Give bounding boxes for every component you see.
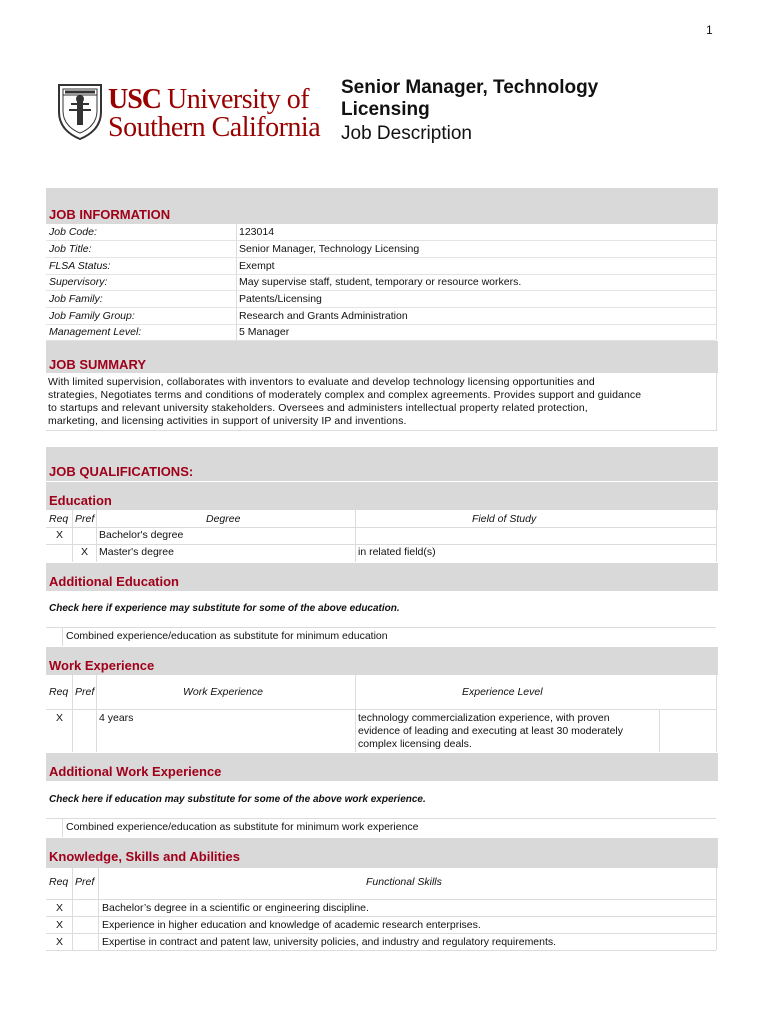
education-col-field: Field of Study [472, 513, 537, 525]
divider [46, 933, 716, 934]
education-col-degree: Degree [206, 513, 241, 525]
column-divider [98, 868, 99, 950]
education-pref-mark: X [81, 546, 89, 558]
ksa-skill: Bachelor’s degree in a scientific or engineering discipline. [102, 902, 369, 914]
education-header-bar [46, 482, 718, 510]
divider [46, 430, 716, 431]
work-level-text [358, 712, 623, 751]
education-req-mark: X [56, 529, 64, 541]
work-substitute-check-text: Check here if education may substitute for some of the above work experience. [49, 794, 426, 805]
education-field: in related field(s) [358, 546, 436, 558]
job-info-label: Supervisory: [49, 276, 108, 288]
divider [46, 950, 716, 951]
ksa-skill: Expertise in contract and patent law, university policies, and industry and regulatory requirements. [102, 936, 557, 948]
work-substitute-option[interactable]: Combined experience/education as substitute for minimum work experience [66, 821, 419, 833]
job-info-value: Research and Grants Administration [239, 310, 408, 322]
job-info-row [46, 291, 716, 308]
job-info-value: 5 Manager [239, 326, 290, 338]
job-info-label: Job Title: [49, 243, 92, 255]
ksa-heading: Knowledge, Skills and Abilities [49, 849, 240, 864]
job-info-label: Job Family: [49, 293, 103, 305]
job-info-row [46, 258, 716, 275]
job-info-row [46, 308, 716, 325]
additional-work-experience-heading: Additional Work Experience [49, 764, 222, 779]
divider [46, 916, 716, 917]
job-info-label: Job Family Group: [49, 310, 135, 322]
column-divider [716, 510, 717, 562]
ksa-req-mark: X [56, 902, 64, 914]
job-info-value: May supervise staff, student, temporary or resource workers. [239, 276, 522, 288]
document-subtitle: Job Description [341, 123, 472, 144]
column-divider [96, 675, 97, 752]
ksa-col-req: Req [49, 876, 69, 888]
checkbox-cell-divider [62, 818, 63, 837]
work-col-req: Req [49, 686, 69, 698]
additional-education-heading: Additional Education [49, 574, 179, 589]
checkbox-cell-divider [62, 627, 63, 646]
job-info-value: 123014 [239, 226, 275, 238]
work-req-mark: X [56, 712, 64, 724]
ksa-col-skills: Functional Skills [366, 876, 442, 888]
job-info-label: FLSA Status: [49, 260, 111, 272]
ksa-req-mark: X [56, 919, 64, 931]
divider [46, 899, 716, 900]
work-level-line: complex licensing deals. [358, 738, 472, 750]
job-info-row [46, 224, 716, 241]
education-col-req: Req [49, 513, 69, 525]
work-col-pref: Pref [75, 686, 95, 698]
job-summary-line: strategies, Negotiates terms and conditions of moderately complex and complex agreements. Provides support and guidance [48, 389, 642, 401]
education-heading: Education [49, 493, 112, 508]
column-divider [72, 510, 73, 562]
column-divider [716, 868, 717, 950]
education-degree: Bachelor's degree [99, 529, 184, 541]
job-info-row [46, 324, 716, 341]
job-summary-line: to startups and relevant university stakeholders. Oversees and administers intellectual property related protection, [48, 402, 588, 414]
job-info-row [46, 241, 716, 258]
job-info-row [46, 274, 716, 291]
column-divider [716, 373, 717, 431]
job-summary-line: marketing, and licensing activities in support of university IP and inventions. [48, 415, 407, 427]
logo-university-text: University of [167, 84, 310, 115]
education-substitute-check-text: Check here if experience may substitute for some of the above education. [49, 603, 400, 614]
work-level-line: technology commercialization experience, with proven [358, 712, 610, 724]
job-info-value: Senior Manager, Technology Licensing [239, 243, 420, 255]
education-col-pref: Pref [75, 513, 95, 525]
work-level-line: evidence of leading and executing at least 30 moderately [358, 725, 624, 737]
ksa-col-pref: Pref [75, 876, 95, 888]
logo-usc-text: USC [108, 84, 162, 115]
column-divider [355, 675, 356, 752]
job-info-label: Job Code: [49, 226, 97, 238]
work-col-level: Experience Level [462, 686, 543, 698]
page-number: 1 [706, 23, 713, 37]
column-divider [716, 675, 717, 752]
divider [46, 627, 716, 628]
work-col-experience: Work Experience [183, 686, 263, 698]
ksa-skill: Experience in higher education and knowledge of academic research enterprises. [102, 919, 481, 931]
job-info-value: Exempt [239, 260, 275, 272]
work-years: 4 years [99, 712, 134, 724]
divider [46, 527, 716, 528]
job-info-label: Management Level: [49, 326, 142, 338]
education-substitute-option[interactable]: Combined experience/education as substitute for minimum education [66, 630, 388, 642]
ksa-req-mark: X [56, 936, 64, 948]
column-divider [72, 868, 73, 950]
column-divider [659, 709, 660, 752]
job-summary-header-bar [46, 341, 718, 373]
work-experience-heading: Work Experience [49, 658, 155, 673]
job-information-heading: JOB INFORMATION [49, 207, 171, 222]
usc-seal-icon [57, 82, 103, 140]
column-divider [355, 510, 356, 562]
job-qualifications-heading: JOB QUALIFICATIONS: [49, 464, 194, 479]
column-divider [716, 224, 717, 340]
logo-southern-california-text: Southern California [108, 112, 321, 143]
job-title-heading: Senior Manager, Technology Licensing [341, 77, 599, 120]
divider [46, 818, 716, 819]
column-divider [96, 510, 97, 562]
job-info-value: Patents/Licensing [239, 293, 322, 305]
job-summary-heading: JOB SUMMARY [49, 357, 147, 372]
job-summary-line: With limited supervision, collaborates with inventors to evaluate and develop technology licensing opportunities and [48, 376, 595, 388]
column-divider [72, 675, 73, 752]
divider [46, 544, 716, 545]
divider [46, 709, 716, 710]
job-summary-text [48, 376, 714, 428]
education-degree: Master's degree [99, 546, 174, 558]
usc-logo [57, 82, 332, 144]
